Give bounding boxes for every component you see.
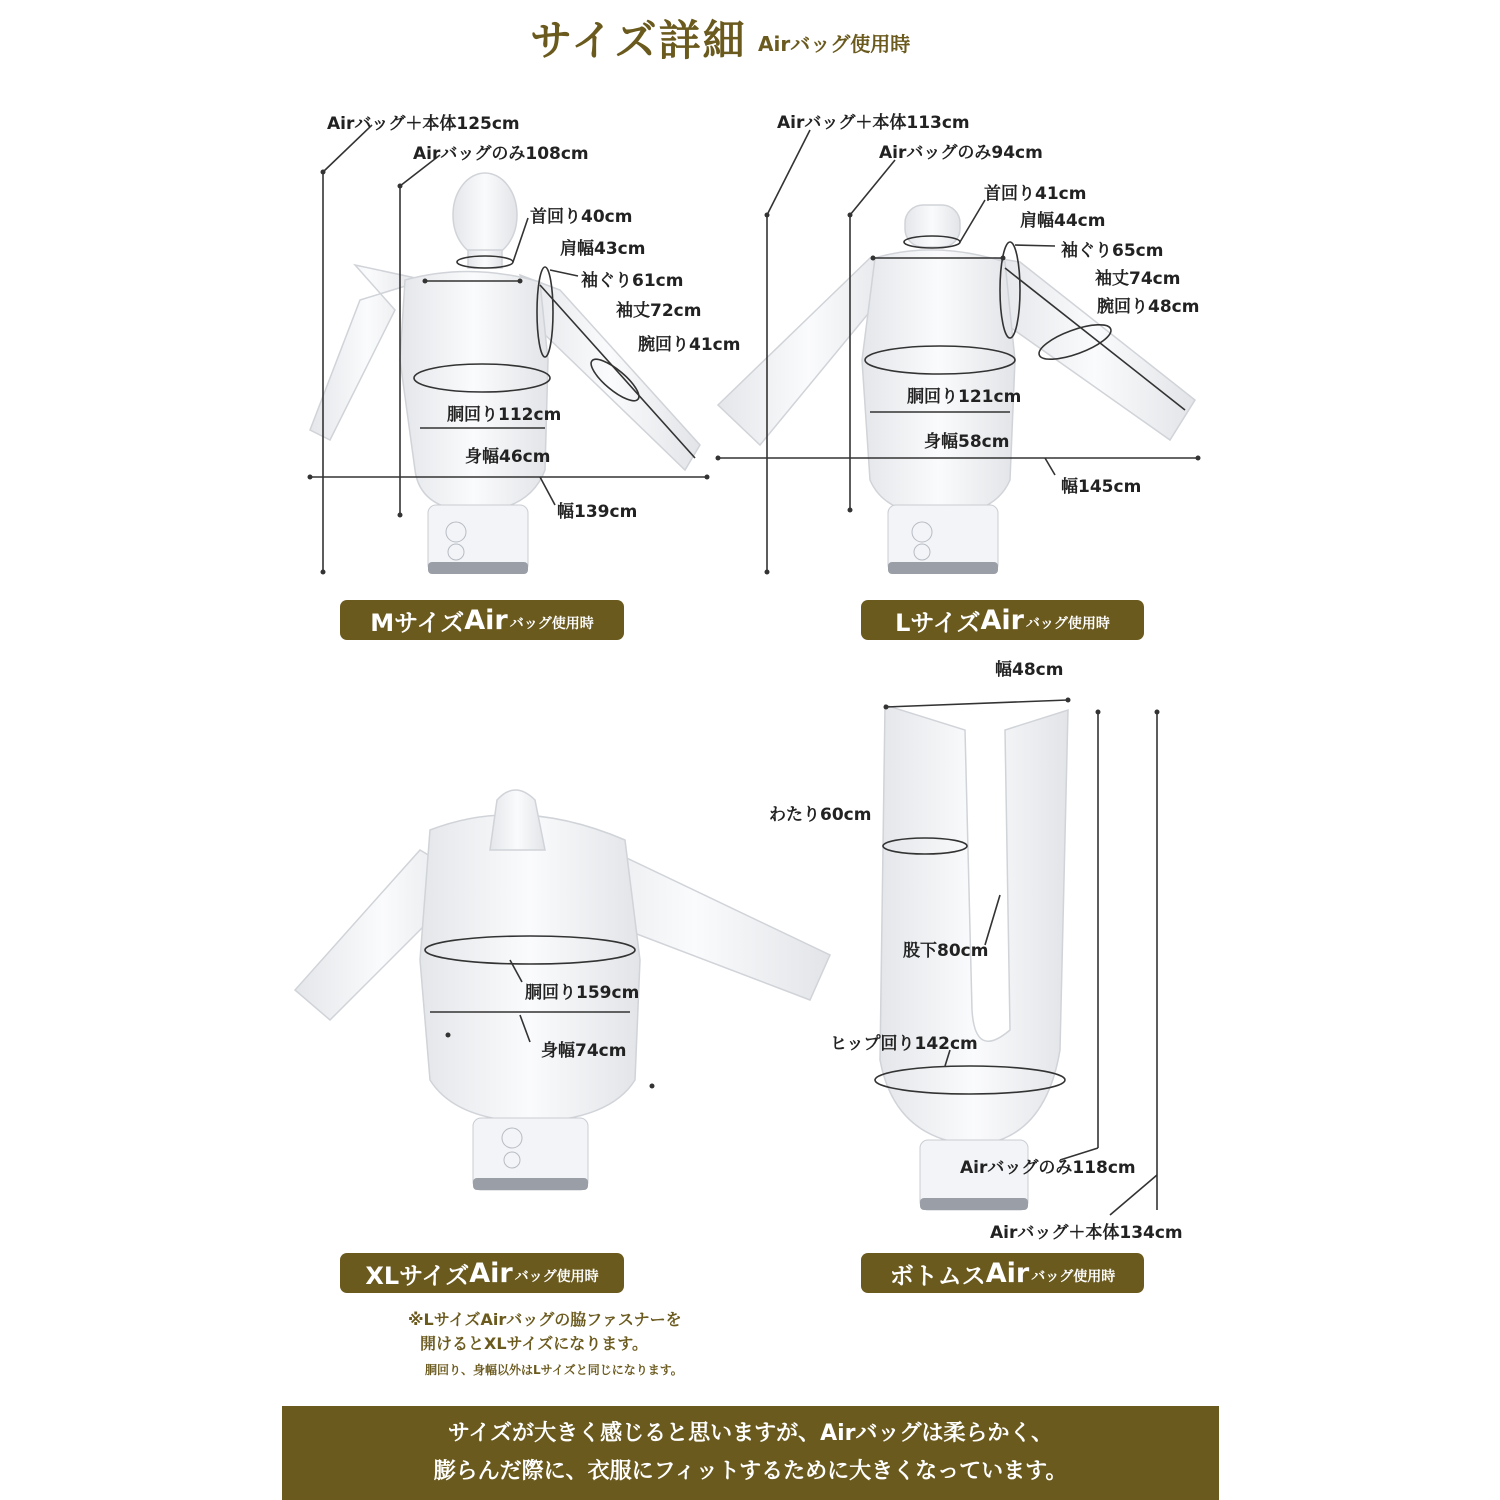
m-bag-height-label: Airバッグのみ108cm bbox=[413, 144, 589, 164]
footer-banner bbox=[282, 1406, 1219, 1500]
bottoms-garment bbox=[880, 705, 1068, 1145]
xl-size-base bbox=[473, 1118, 588, 1190]
page-title: サイズ詳細 bbox=[530, 16, 747, 65]
xl-size-garment bbox=[295, 790, 830, 1122]
m-sleeve-label: 袖丈72cm bbox=[616, 301, 702, 321]
bottoms-badge bbox=[861, 1253, 1144, 1293]
l-badge-size: Lサイズ bbox=[895, 608, 981, 637]
bottoms-inseam-label: 股下80cm bbox=[903, 941, 989, 961]
m-total-height-label: Airバッグ＋本体125cm bbox=[327, 114, 520, 134]
m-width-label: 幅139cm bbox=[557, 502, 638, 522]
bottoms-bag-height-label: Airバッグのみ118cm bbox=[960, 1158, 1136, 1178]
l-size-badge bbox=[861, 600, 1144, 640]
xl-note-small: 胴回り、身幅以外はLサイズと同じになります。 bbox=[425, 1363, 683, 1377]
xl-badge-air: Air bbox=[469, 1257, 513, 1289]
l-total-height-label: Airバッグ＋本体113cm bbox=[777, 113, 970, 133]
m-size-badge bbox=[340, 600, 624, 640]
xl-waist-label: 胴回り159cm bbox=[525, 983, 640, 1003]
footer-line2: 膨らんだ際に、衣服にフィットするために大きくなっています。 bbox=[433, 1459, 1068, 1484]
m-badge-size: Mサイズ bbox=[370, 608, 465, 637]
xl-badge-size: XLサイズ bbox=[365, 1261, 470, 1290]
l-badge-air: Air bbox=[980, 604, 1024, 636]
bottoms-width-label: 幅48cm bbox=[995, 660, 1064, 680]
l-size-base bbox=[888, 505, 998, 574]
l-armhole-label: 袖ぐり65cm bbox=[1061, 241, 1164, 261]
bottoms-thigh-label: わたり60cm bbox=[769, 805, 872, 825]
xl-body-width-label: 身幅74cm bbox=[541, 1041, 627, 1061]
l-shoulder-label: 肩幅44cm bbox=[1020, 211, 1106, 231]
l-neck-label: 首回り41cm bbox=[984, 184, 1087, 204]
m-neck-label: 首回り40cm bbox=[530, 207, 633, 227]
xl-size-badge bbox=[340, 1253, 624, 1293]
bottoms-badge-text: バッグ使用時 bbox=[1031, 1269, 1116, 1285]
bottoms-hip-label: ヒップ回り142cm bbox=[830, 1034, 978, 1054]
m-body-width-label: 身幅46cm bbox=[465, 447, 551, 467]
l-arm-label: 腕回り48cm bbox=[1097, 297, 1200, 317]
xl-note-line1: ※LサイズAirバッグの脇ファスナーを bbox=[408, 1310, 682, 1329]
m-armhole-label: 袖ぐり61cm bbox=[581, 271, 684, 291]
m-size-base bbox=[428, 505, 528, 574]
l-bag-height-label: Airバッグのみ94cm bbox=[879, 143, 1043, 163]
bottoms-badge-air: Air bbox=[985, 1257, 1030, 1289]
l-badge-text: バッグ使用時 bbox=[1025, 616, 1110, 632]
m-arm-label: 腕回り41cm bbox=[638, 335, 741, 355]
m-badge-text: バッグ使用時 bbox=[509, 616, 594, 632]
l-waist-label: 胴回り121cm bbox=[907, 387, 1022, 407]
l-sleeve-label: 袖丈74cm bbox=[1095, 269, 1181, 289]
bottoms-total-height-label: Airバッグ＋本体134cm bbox=[990, 1223, 1183, 1243]
footer-line1: サイズが大きく感じると思いますが、Airバッグは柔らかく、 bbox=[447, 1421, 1054, 1446]
bottoms-badge-name: ボトムス bbox=[889, 1261, 986, 1290]
m-badge-air: Air bbox=[464, 604, 508, 636]
m-waist-label: 胴回り112cm bbox=[447, 405, 562, 425]
xl-note-line2: 開けるとXLサイズになります。 bbox=[420, 1334, 648, 1353]
l-width-label: 幅145cm bbox=[1061, 477, 1142, 497]
m-shoulder-label: 肩幅43cm bbox=[560, 239, 646, 259]
page-subtitle: Airバッグ使用時 bbox=[758, 32, 911, 56]
l-body-width-label: 身幅58cm bbox=[924, 432, 1010, 452]
xl-badge-text: バッグ使用時 bbox=[514, 1269, 599, 1285]
